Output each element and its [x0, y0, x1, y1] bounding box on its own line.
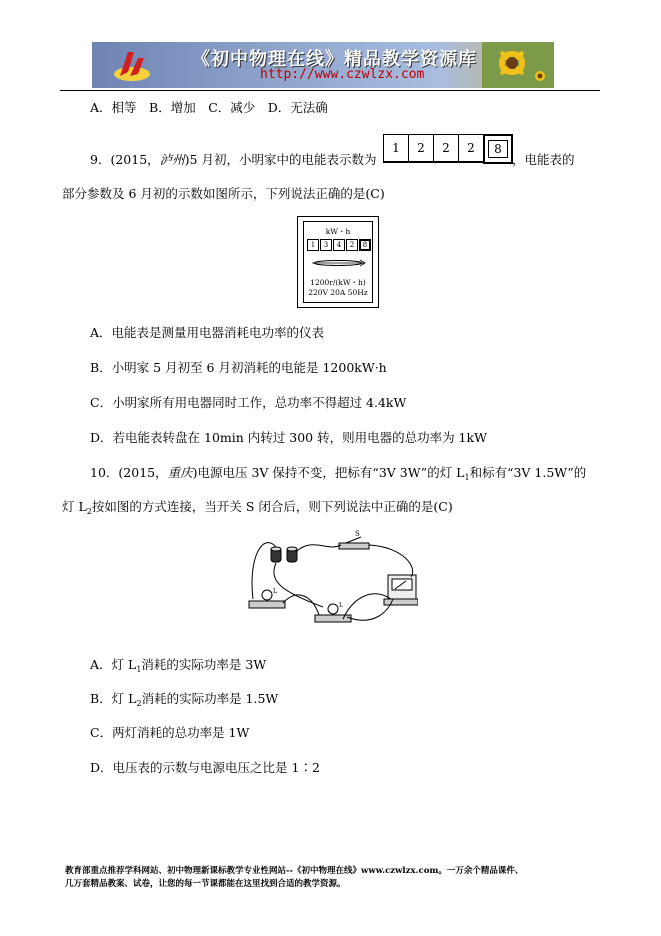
meter-digit: 1: [307, 239, 319, 251]
q9-line1: [90, 150, 376, 168]
circuit-diagram: [243, 527, 418, 637]
q10-line2: [62, 497, 453, 516]
q10-option-a-sub: 1: [136, 665, 142, 674]
q10-mid: )电源电压 3V 保持不变，把标有“3V 3W”的灯 L: [192, 465, 465, 480]
display-digit-5: [483, 134, 513, 164]
meter-digits: [307, 239, 372, 250]
q8-options: A．相等 B．增加 C．减少 D．无法确: [90, 100, 328, 115]
q10-line1: [90, 463, 586, 482]
site-logo-icon: [112, 48, 152, 84]
q9-place: 泸州: [159, 152, 185, 167]
meter-digit: 4: [333, 239, 345, 251]
q10-option-a-pre: A．灯 L: [90, 657, 137, 672]
meter-digit: 8: [359, 239, 371, 251]
switch-label: S: [355, 530, 360, 538]
display-digit-1: 1: [383, 134, 409, 163]
q10-prefix: 10．(2015，: [90, 465, 168, 480]
q9-option-b: B．小明家 5 月初至 6 月初消耗的电能是 1200kW·h: [90, 360, 387, 375]
q9-option-a: A．电能表是测量用电器消耗电功率的仪表: [90, 325, 325, 340]
meter-digit: 3: [320, 239, 332, 251]
lamp-l1-label: L: [339, 602, 343, 609]
q9-option-d: D．若电能表转盘在 10min 内转过 300 转，则用电器的总功率为 1kW: [90, 430, 487, 445]
q9-option-c: C．小明家所有用电器同时工作，总功率不得超过 4.4kW: [90, 395, 407, 410]
meter-unit: kW・h: [325, 227, 351, 236]
display-digit-5-value: 8: [488, 140, 508, 158]
q9-line2: 部分参数及 6 月初的示数如图所示，下列说法正确的是(C): [62, 186, 385, 201]
q10-option-d: D．电压表的示数与电源电压之比是 1∶2: [90, 760, 320, 775]
header-rule: [60, 90, 600, 91]
q10-line2-prefix: 灯 L: [62, 499, 87, 514]
q10-option-a-post: 消耗的实际功率是 3W: [141, 657, 267, 672]
q10-option-a: [90, 655, 266, 674]
sunflower-icon: [482, 42, 554, 88]
q10-option-b: [90, 689, 278, 708]
q9-mid: )5 月初，小明家中的电能表示数为: [184, 152, 377, 167]
q9-line1-suffix: ，电能表的: [512, 152, 575, 167]
q10-place: 重庆: [167, 465, 193, 480]
banner-title: 《初中物理在线》精品教学资源库: [192, 49, 477, 70]
q10-option-c: C．两灯消耗的总功率是 1W: [90, 725, 250, 740]
display-digit-4: 2: [458, 134, 484, 163]
q9-prefix: 9．(2015，: [90, 152, 160, 167]
q10-option-b-post: 消耗的实际功率是 1.5W: [141, 691, 279, 706]
footer-line2: 几万套精品教案、试卷，让您的每一节课都能在这里找到合适的教学资源。: [65, 879, 346, 889]
q10-option-b-pre: B．灯 L: [90, 691, 137, 706]
footer-line1: 教育部重点推荐学科网站、初中物理新课标教学专业性网站--《初中物理在线》www.czwlzx.com。一万余个精品课件、: [65, 866, 524, 876]
display-digit-3: 2: [433, 134, 459, 163]
header-banner: [92, 42, 554, 88]
q10-line2-sub: 2: [86, 507, 92, 516]
banner-url[interactable]: http://www.czwlzx.com: [260, 67, 425, 82]
energy-meter-figure: [297, 216, 379, 308]
q10-sub1: 1: [464, 473, 470, 482]
q10-line2-suffix: 按如图的方式连接，当开关 S 闭合后，则下列说法中正确的是(C): [91, 499, 453, 514]
meter-rating: 1200r/(kW・h): [310, 278, 366, 287]
q10-suffix: 和标有“3V 1.5W”的: [469, 465, 587, 480]
q10-option-b-sub: 2: [136, 699, 142, 708]
meter-face: [303, 221, 373, 303]
meter-spec: 220V 20A 50Hz: [308, 288, 368, 297]
display-digit-2: 2: [408, 134, 434, 163]
meter-digit: 2: [346, 239, 358, 251]
lamp-l2-label: L: [273, 588, 277, 595]
meter-disc-icon: [310, 257, 366, 269]
